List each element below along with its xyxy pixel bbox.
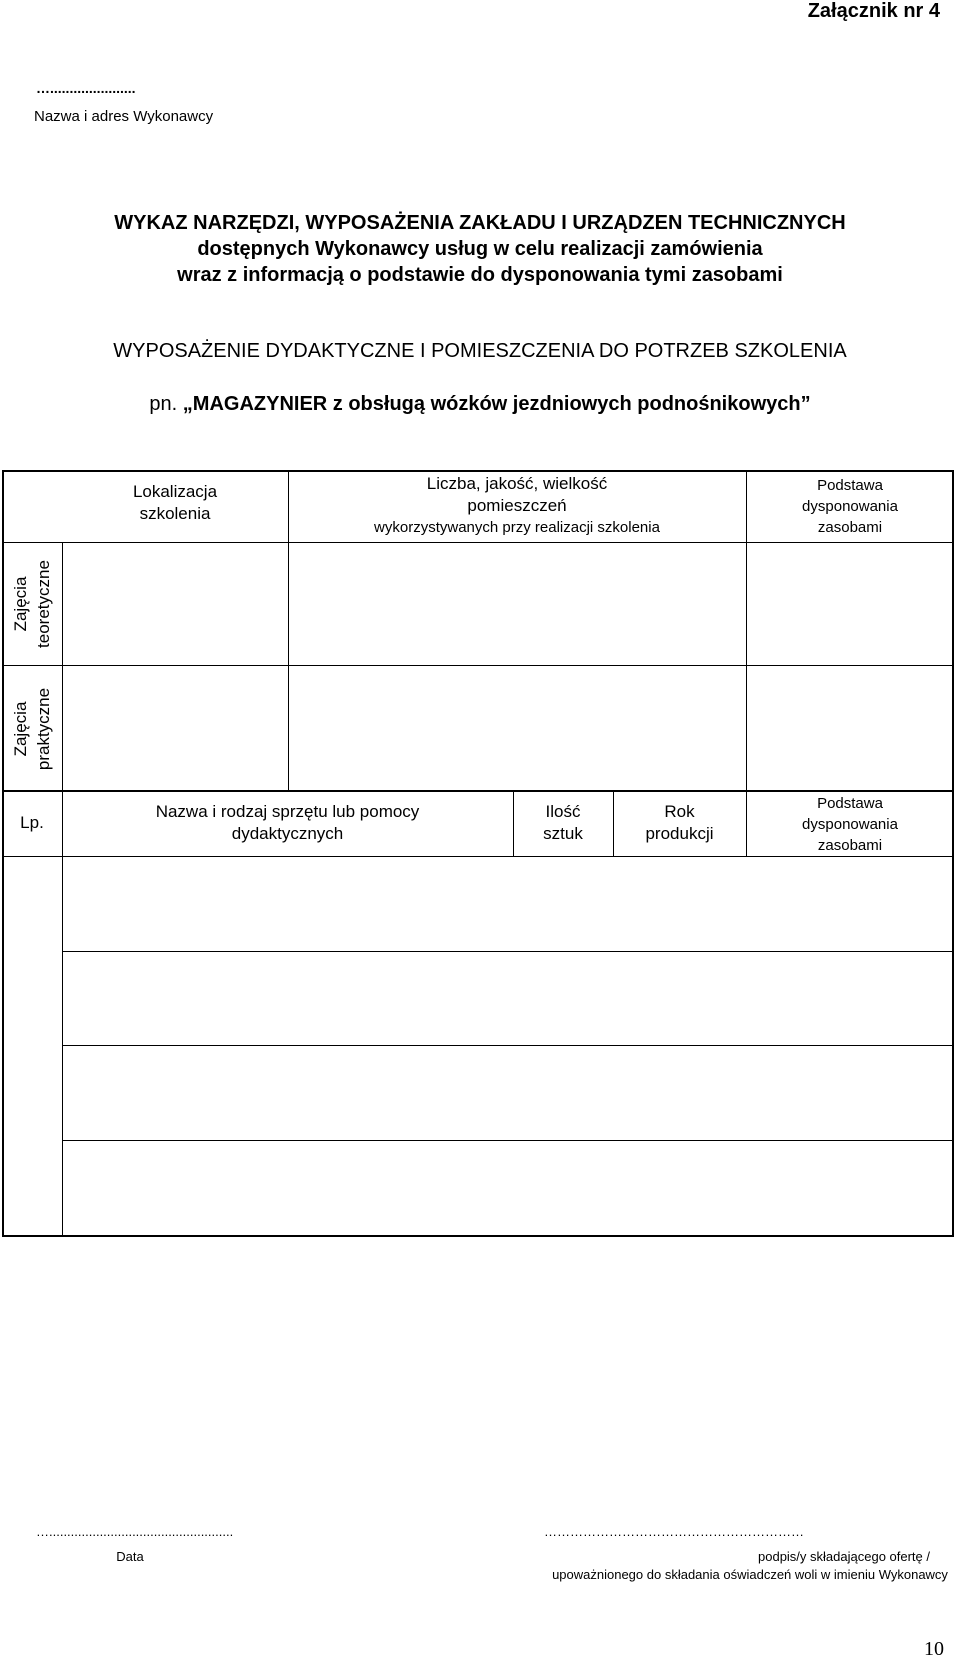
row-theory-label: [9, 544, 55, 664]
header-basis: [746, 475, 954, 538]
course-name: [0, 393, 960, 416]
title-line-2: dostępnych Wykonawcy usług w celu realizacji zamówienia: [197, 238, 763, 260]
header-production-year: [613, 801, 746, 845]
header-quantity-line2: sztuk: [543, 824, 583, 843]
header-year-line1: Rok: [664, 802, 695, 821]
title-line-3: wraz z informacją o podstawie do dysponowania tymi zasobami: [177, 264, 783, 286]
header-basis-line3: zasobami: [817, 519, 883, 536]
header-rooms-line2: pomieszczeń: [467, 496, 567, 515]
header-location-line1: Lokalizacja: [132, 482, 218, 501]
equipment-table: [2, 790, 954, 1237]
page-number: 10: [924, 1638, 944, 1660]
header-quantity: [513, 801, 613, 845]
course-title: „MAGAZYNIER z obsługą wózków jezdniowych podnośnikowych”: [182, 393, 811, 415]
header-location-line2: szkolenia: [139, 504, 211, 523]
header-basis-line1: Podstawa: [817, 477, 883, 494]
signature-line2: upoważnionego do składania oświadczeń woli w imieniu Wykonawcy: [552, 1567, 948, 1582]
row-theory-line2: teoretyczne: [34, 560, 53, 648]
header-rooms: [288, 473, 746, 538]
title-line-1: WYKAZ NARZĘDZI, WYPOSAŻENIA ZAKŁADU I URZĄDZEN TECHNICZNYCH: [114, 212, 846, 234]
row-practice-label: [9, 669, 55, 789]
header-eq-basis-line1: Podstawa: [817, 795, 883, 812]
header-equipment-name: [62, 801, 513, 845]
header-basis-line2: dysponowania: [802, 498, 898, 515]
header-lp: Lp.: [20, 813, 44, 832]
header-eq-basis-line2: dysponowania: [802, 816, 898, 833]
date-label: Data: [116, 1549, 144, 1564]
header-rooms-line1: Liczba, jakość, wielkość: [426, 474, 608, 493]
header-location: [62, 481, 288, 525]
signature-line1: podpis/y składającego ofertę /: [758, 1549, 930, 1564]
date-dots: …...................................................: [36, 1524, 234, 1539]
header-year-line2: produkcji: [645, 824, 714, 843]
contractor-label: Nazwa i adres Wykonawcy: [34, 108, 214, 125]
contractor-dots: …......................: [36, 80, 136, 96]
course-prefix: pn.: [149, 393, 178, 415]
header-equipment-line1: Nazwa i rodzaj sprzętu lub pomocy: [155, 802, 420, 821]
signature-dots: ……………………………………………………: [544, 1524, 804, 1539]
header-equipment-line2: dydaktycznych: [231, 824, 344, 843]
row-practice-line1: Zajęcia: [11, 701, 30, 757]
signature-label: [540, 1548, 960, 1584]
row-theory-line1: Zajęcia: [11, 576, 30, 632]
section-subtitle: WYPOSAŻENIE DYDAKTYCZNE I POMIESZCZENIA DO POTRZEB SZKOLENIA: [113, 340, 847, 362]
header-rooms-line3: wykorzystywanych przy realizacji szkolenia: [374, 519, 660, 536]
document-title: [0, 210, 960, 288]
annex-label: Załącznik nr 4: [807, 0, 940, 22]
header-quantity-line1: Ilość: [545, 802, 581, 821]
header-eq-basis-line3: zasobami: [817, 837, 883, 854]
row-practice-line2: praktyczne: [34, 687, 53, 771]
header-equipment-basis: [746, 793, 954, 856]
